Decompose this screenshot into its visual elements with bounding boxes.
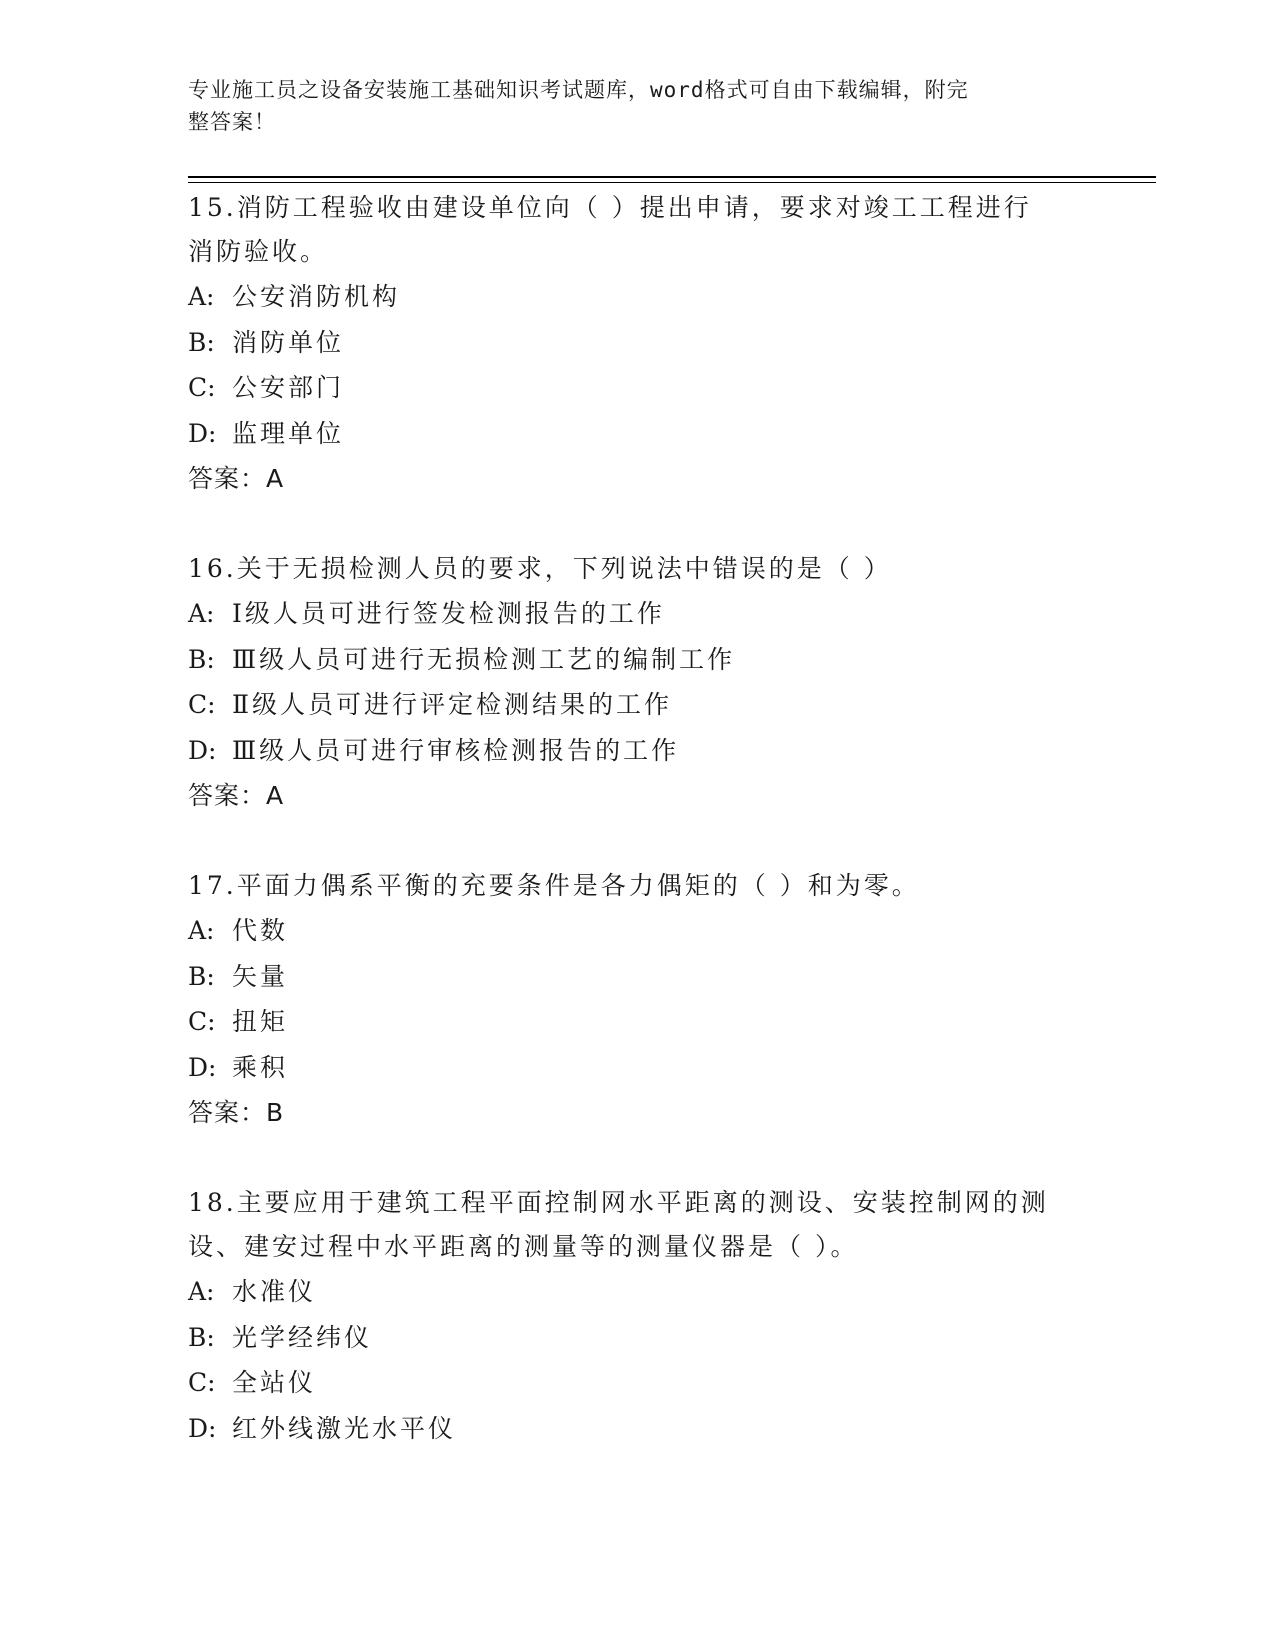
- option-c: [188, 999, 1088, 1045]
- option-text: 扭矩: [232, 1007, 289, 1036]
- option-text: Ⅱ级人员可进行评定检测结果的工作: [232, 690, 672, 719]
- question-16: [188, 547, 1088, 819]
- option-d: [188, 728, 1088, 774]
- question-17: [188, 864, 1088, 1136]
- option-letter: B:: [188, 327, 215, 357]
- option-text: 监理单位: [232, 418, 345, 448]
- option-d: [188, 1045, 1088, 1091]
- option-a: [188, 274, 1088, 320]
- question-15: [188, 186, 1088, 502]
- question-text-line: 15.消防工程验收由建设单位向（ ）提出申请，要求对竣工工程进行: [188, 193, 1032, 222]
- option-text: 红外线激光水平仪: [232, 1413, 457, 1443]
- option-text: 公安消防机构: [232, 282, 401, 311]
- option-letter: C:: [188, 690, 216, 719]
- question-text-line: 消防验收。: [188, 237, 329, 266]
- option-text: 公安部门: [232, 373, 345, 402]
- option-c: [188, 1360, 1088, 1406]
- option-text: 光学经纬仪: [232, 1322, 373, 1352]
- option-letter: C:: [188, 373, 216, 402]
- option-letter: D:: [188, 1052, 217, 1082]
- question-text-line: 16.关于无损检测人员的要求，下列说法中错误的是（ ）: [188, 554, 892, 583]
- option-text: 水准仪: [232, 1277, 317, 1306]
- option-text: 全站仪: [232, 1368, 317, 1397]
- option-d: [188, 1406, 1088, 1452]
- option-letter: B:: [188, 961, 215, 991]
- option-d: [188, 411, 1088, 457]
- question-text-line: 18.主要应用于建筑工程平面控制网水平距离的测设、安装控制网的测: [188, 1188, 1049, 1217]
- option-letter: D:: [188, 1413, 217, 1443]
- option-a: [188, 1269, 1088, 1315]
- question-18: [188, 1181, 1088, 1451]
- option-b: [188, 637, 1088, 683]
- option-c: [188, 682, 1088, 728]
- option-text: Ⅲ级人员可进行无损检测工艺的编制工作: [232, 644, 736, 674]
- question-list: [188, 186, 1088, 1496]
- option-letter: D:: [188, 735, 217, 765]
- option-text: 矢量: [232, 961, 289, 991]
- question-text-line: 设、建安过程中水平距离的测量等的测量仪器是（ ）。: [188, 1232, 859, 1261]
- option-b: [188, 1315, 1088, 1361]
- option-letter: C:: [188, 1007, 216, 1036]
- option-b: [188, 954, 1088, 1000]
- header-line-1: 专业施工员之设备安装施工基础知识考试题库，word格式可自由下载编辑，附完: [188, 78, 969, 102]
- option-letter: C:: [188, 1368, 216, 1397]
- option-letter: B:: [188, 644, 215, 674]
- option-letter: D:: [188, 418, 217, 448]
- header-divider-thick: [188, 176, 1156, 178]
- question-text-line: 17.平面力偶系平衡的充要条件是各力偶矩的（ ）和为零。: [188, 871, 920, 900]
- option-c: [188, 365, 1088, 411]
- option-letter: A:: [188, 1277, 215, 1306]
- option-letter: A:: [188, 599, 215, 628]
- option-text: 乘积: [232, 1052, 289, 1082]
- answer-line: 答案：A: [188, 781, 285, 810]
- option-text: 代数: [232, 916, 289, 945]
- option-letter: B:: [188, 1322, 215, 1352]
- answer-line: 答案：B: [188, 1098, 285, 1127]
- option-b: [188, 320, 1088, 366]
- option-text: Ⅲ级人员可进行审核检测报告的工作: [232, 735, 680, 765]
- option-a: [188, 591, 1088, 637]
- option-text: 消防单位: [232, 327, 345, 357]
- option-letter: A:: [188, 282, 215, 311]
- header-line-2: 整答案！: [188, 110, 276, 134]
- option-text: Ⅰ级人员可进行签发检测报告的工作: [232, 599, 665, 628]
- answer-line: 答案：A: [188, 464, 285, 493]
- header-divider-thin: [188, 182, 1156, 183]
- page-header: [188, 74, 1068, 138]
- option-a: [188, 908, 1088, 954]
- option-letter: A:: [188, 916, 215, 945]
